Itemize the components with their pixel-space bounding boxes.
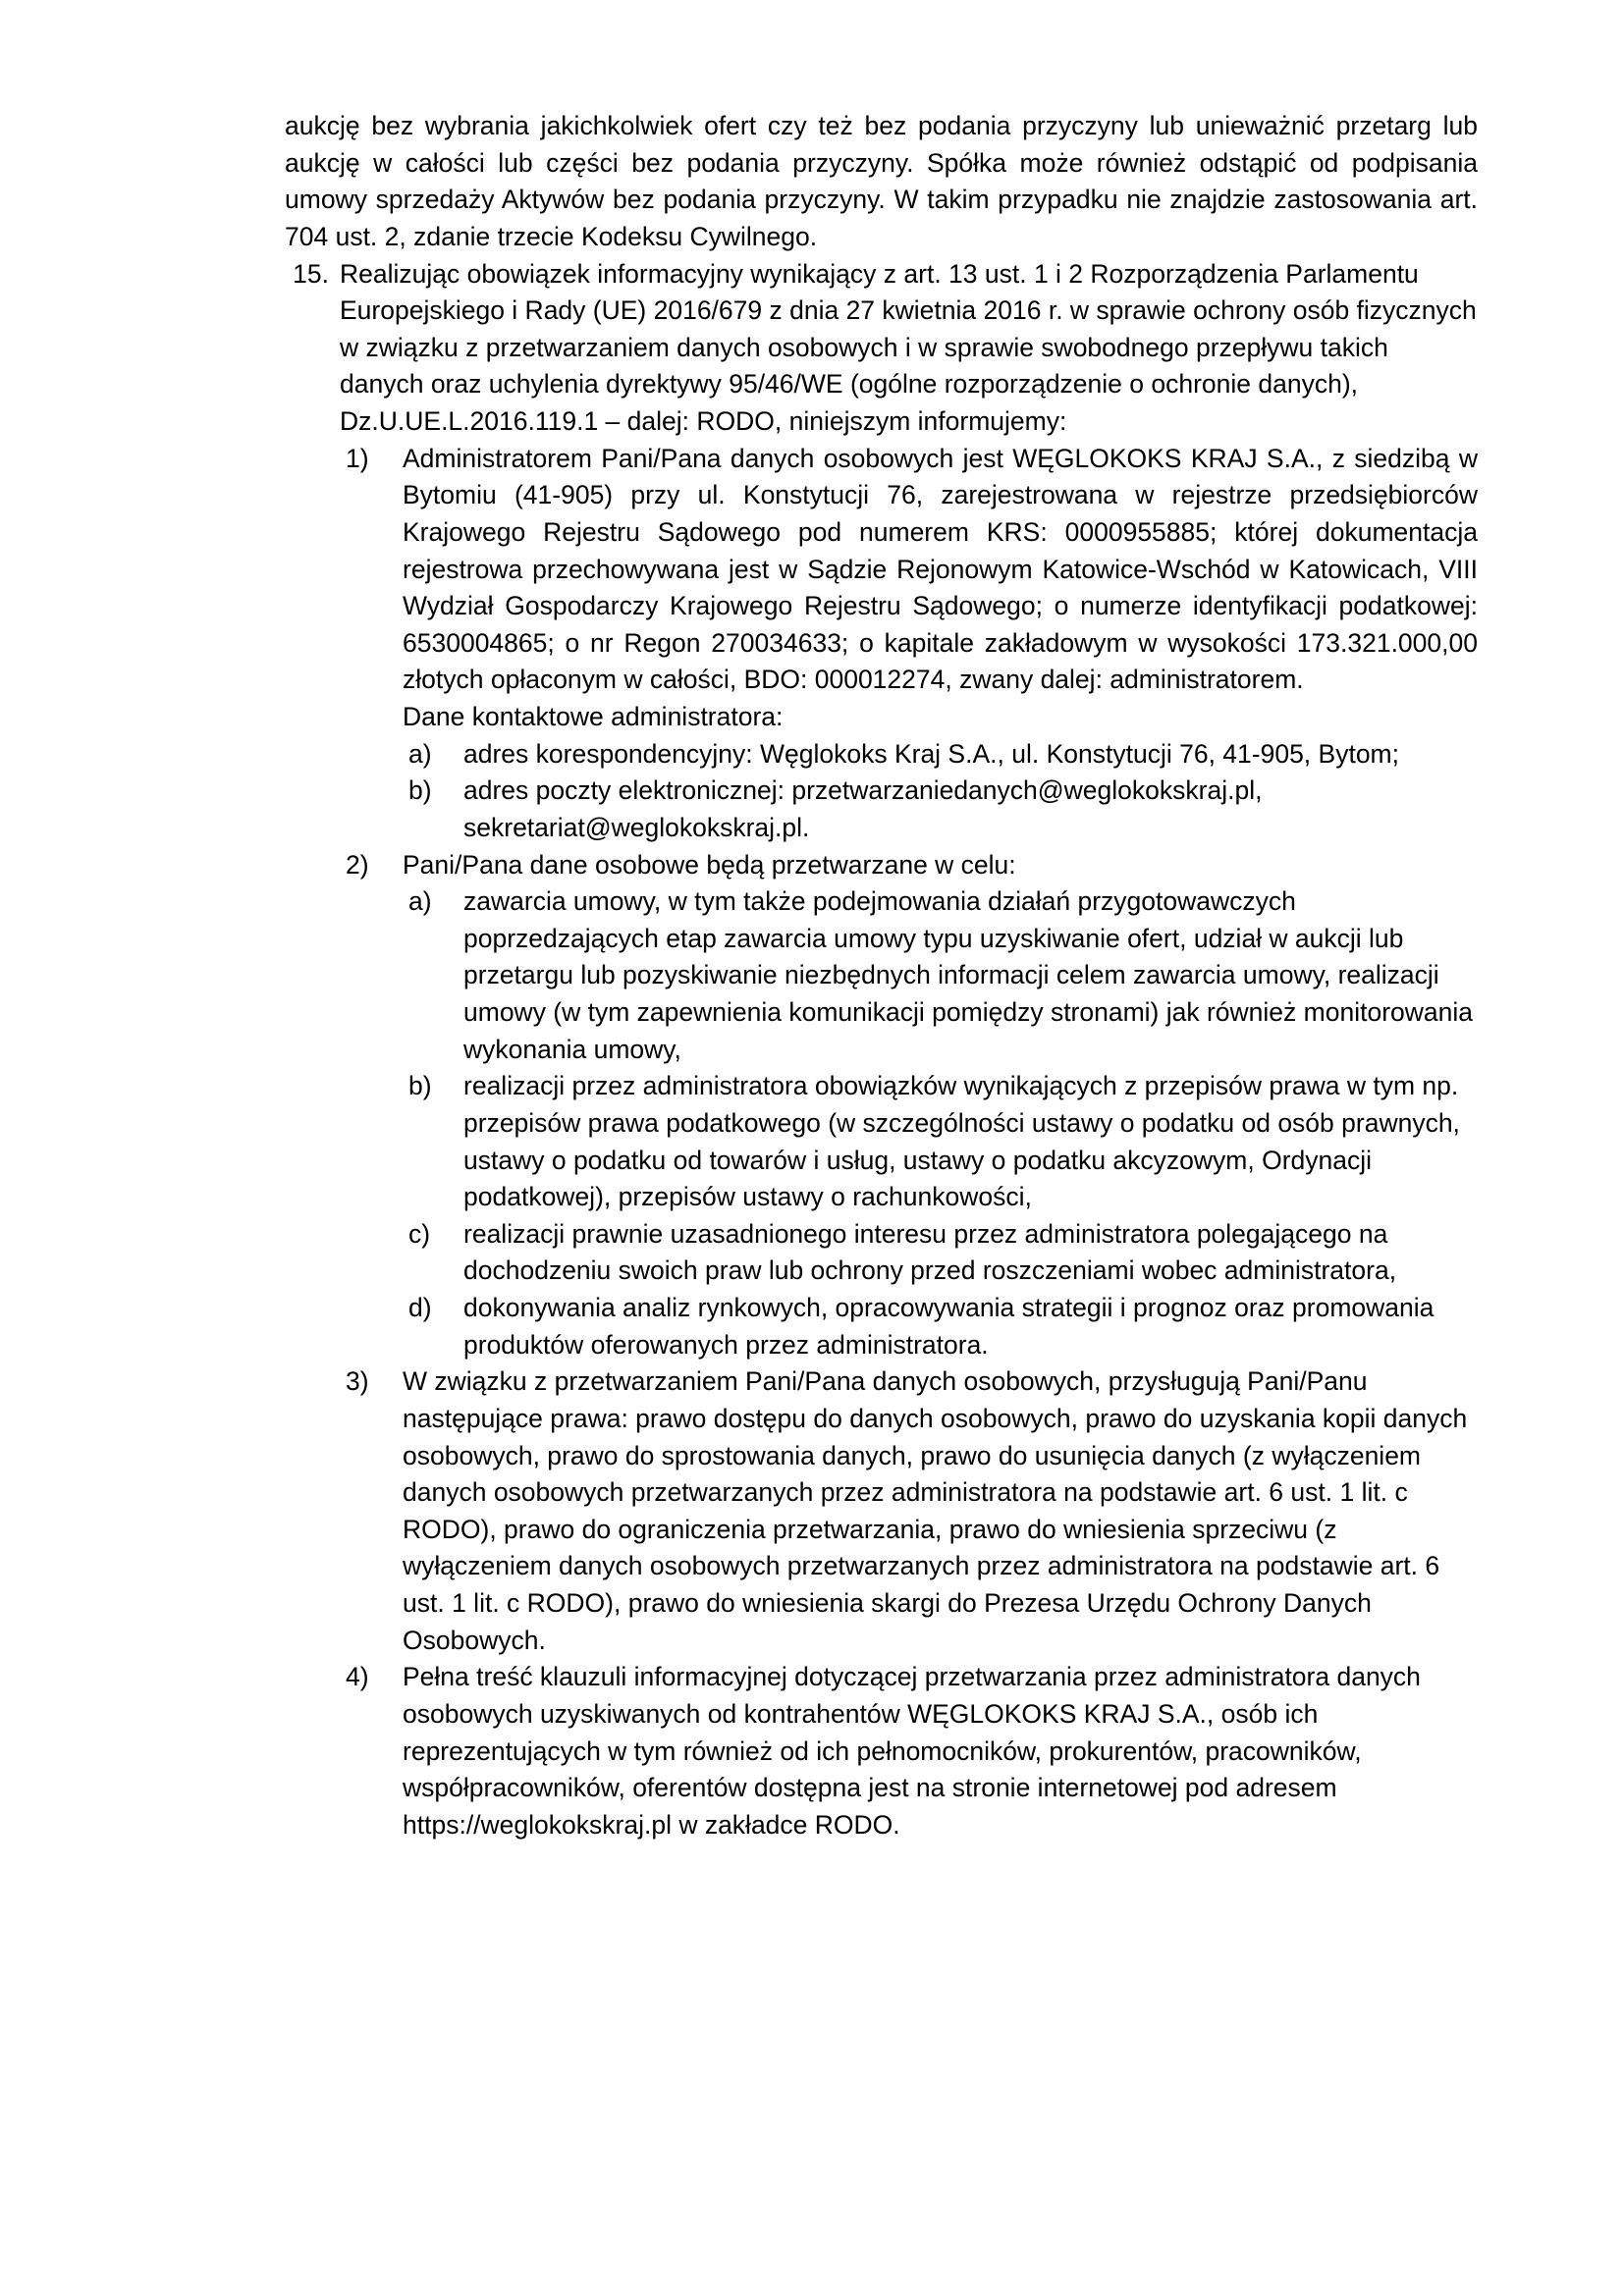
list-item-3-text: W związku z przetwarzaniem Pani/Pana danych osobowych, przysługują Pani/Panu następujące prawa: prawo dostępu do danych osobowych, prawo do uzyskania kopii danych osobowych, prawo do sprostowania danych, prawo do usunięcia danych (z wyłączeniem danych osobowych przetwarzanych przez administratora na podstawie art. 6 ust. 1 lit. c RODO), prawo do ograniczenia przetwarzania, prawo do wniesienia sprzeciwu (z wyłączeniem danych osobowych przetwarzanych przez administratora na podstawie art. 6 ust. 1 lit. c RODO), prawo do wniesienia skargi do Prezesa Urzędu Ochrony Danych Osobowych. <box>403 1366 1468 1655</box>
list-marker-3: 3) <box>346 1366 369 1397</box>
list-marker-1b: b) <box>408 775 432 806</box>
list-marker-1: 1) <box>346 443 369 473</box>
list-item-2d-text: dokonywania analiz rynkowych, opracowywania strategii i prognoz oraz promowania produktów oferowanych przez administratora. <box>463 1293 1435 1360</box>
list-item-1-body <box>403 441 1478 736</box>
list-item-1 <box>346 441 1478 736</box>
list-item-2-text: Pani/Pana dane osobowe będą przetwarzane w celu: <box>403 849 1016 880</box>
list-marker-2a: a) <box>408 886 432 917</box>
list-item-2b-text: realizacji przez administratora obowiązków wynikających z przepisów prawa w tym np. przepisów prawa podatkowego (w szczególności ustawy o podatku od osób prawnych, ustawy o podatku od towarów i usług, ustawy o podatku akcyzowym, Ordynacji podatkowej), przepisów ustawy o rachunkowości, <box>463 1071 1460 1212</box>
list-item-2 <box>346 847 1478 884</box>
list-item-2d <box>408 1290 1478 1363</box>
list-item-1a-text: adres korespondencyjny: Węglokoks Kraj S.A., ul. Konstytucji 76, 41-905, Bytom; <box>463 738 1399 769</box>
list-item-2a <box>408 883 1478 1068</box>
list-item-15-text: Realizując obowiązek informacyjny wynikający z art. 13 ust. 1 i 2 Rozporządzenia Parlamentu Europejskiego i Rady (UE) 2016/679 z dnia 27 kwietnia 2016 r. w sprawie ochrony osób fizycznych w związku z przetwarzaniem danych osobowych i w sprawie swobodnego przepływu takich danych oraz uchylenia dyrektywy 95/46/WE (ogólne rozporządzenie o ochronie danych), Dz.U.UE.L.2016.119.1 – dalej: RODO, niniejszym informujemy: <box>340 258 1477 436</box>
list-marker-2b: b) <box>408 1071 432 1101</box>
list-item-1-note: Dane kontaktowe administratora: <box>403 702 784 731</box>
list-item-15 <box>285 256 1478 441</box>
list-item-1b <box>408 773 1478 846</box>
list-marker-2: 2) <box>346 849 369 880</box>
list-item-2c <box>408 1216 1478 1290</box>
list-item-2b <box>408 1068 1478 1216</box>
list-marker-1a: a) <box>408 738 432 769</box>
list-marker-4: 4) <box>346 1662 369 1692</box>
list-marker-2d: d) <box>408 1293 432 1322</box>
list-item-1a <box>408 736 1478 774</box>
list-item-1b-text: adres poczty elektronicznej: przetwarzaniedanych@weglokokskraj.pl, sekretariat@weglokokskraj.pl. <box>463 775 1263 842</box>
list-item-2c-text: realizacji prawnie uzasadnionego interesu przez administratora polegającego na dochodzeniu swoich praw lub ochrony przed roszczeniami wobec administratora, <box>463 1218 1397 1286</box>
list-marker-2c: c) <box>408 1218 431 1249</box>
list-item-4 <box>346 1659 1478 1843</box>
list-item-1-text: Administratorem Pani/Pana danych osobowych jest WĘGLOKOKS KRAJ S.A., z siedzibą w Bytomiu (41-905) przy ul. Konstytucji 76, zarejestrowana w rejestrze przedsiębiorców Krajowego Rejestru Sądowego pod numerem KRS: 0000955885; której dokumentacja rejestrowa przechowywana jest w Sądzie Rejonowym Katowice-Wschód w Katowicach, VIII Wydział Gospodarczy Krajowego Rejestru Sądowego; o numerze identyfikacji podatkowej: 6530004865; o nr Regon 270034633; o kapitale zakładowym w wysokości 173.321.000,00 złotych opłaconym w całości, BDO: 000012274, zwany dalej: administratorem. <box>403 443 1478 695</box>
list-item-4-text: Pełna treść klauzuli informacyjnej dotyczącej przetwarzania przez administratora danych osobowych uzyskiwanych od kontrahentów WĘGLOKOKS KRAJ S.A., osób ich reprezentujących w tym również od ich pełnomocników, prokurentów, pracowników, współpracowników, oferentów dostępna jest na stronie internetowej pod adresem https://weglokokskraj.pl w zakładce RODO. <box>403 1662 1421 1840</box>
list-item-3 <box>346 1363 1478 1659</box>
document-body <box>285 108 1478 1843</box>
list-marker-15: 15. <box>293 258 329 289</box>
list-item-2a-text: zawarcia umowy, w tym także podejmowania działań przygotowawczych poprzedzających etap zawarcia umowy typu uzyskiwanie ofert, udział w aukcji lub przetargu lub pozyskiwanie niezbędnych informacji celem zawarcia umowy, realizacji umowy (w tym zapewnienia komunikacji pomiędzy stronami) jak również monitorowania wykonania umowy, <box>463 886 1474 1064</box>
paragraph-continuation: aukcję bez wybrania jakichkolwiek ofert czy też bez podania przyczyny lub unieważnić przetarg lub aukcję w całości lub części bez podania przyczyny. Spółka może również odstąpić od podpisania umowy sprzedaży Aktywów bez podania przyczyny. W takim przypadku nie znajdzie zastosowania art. 704 ust. 2, zdanie trzecie Kodeksu Cywilnego. <box>285 111 1478 251</box>
